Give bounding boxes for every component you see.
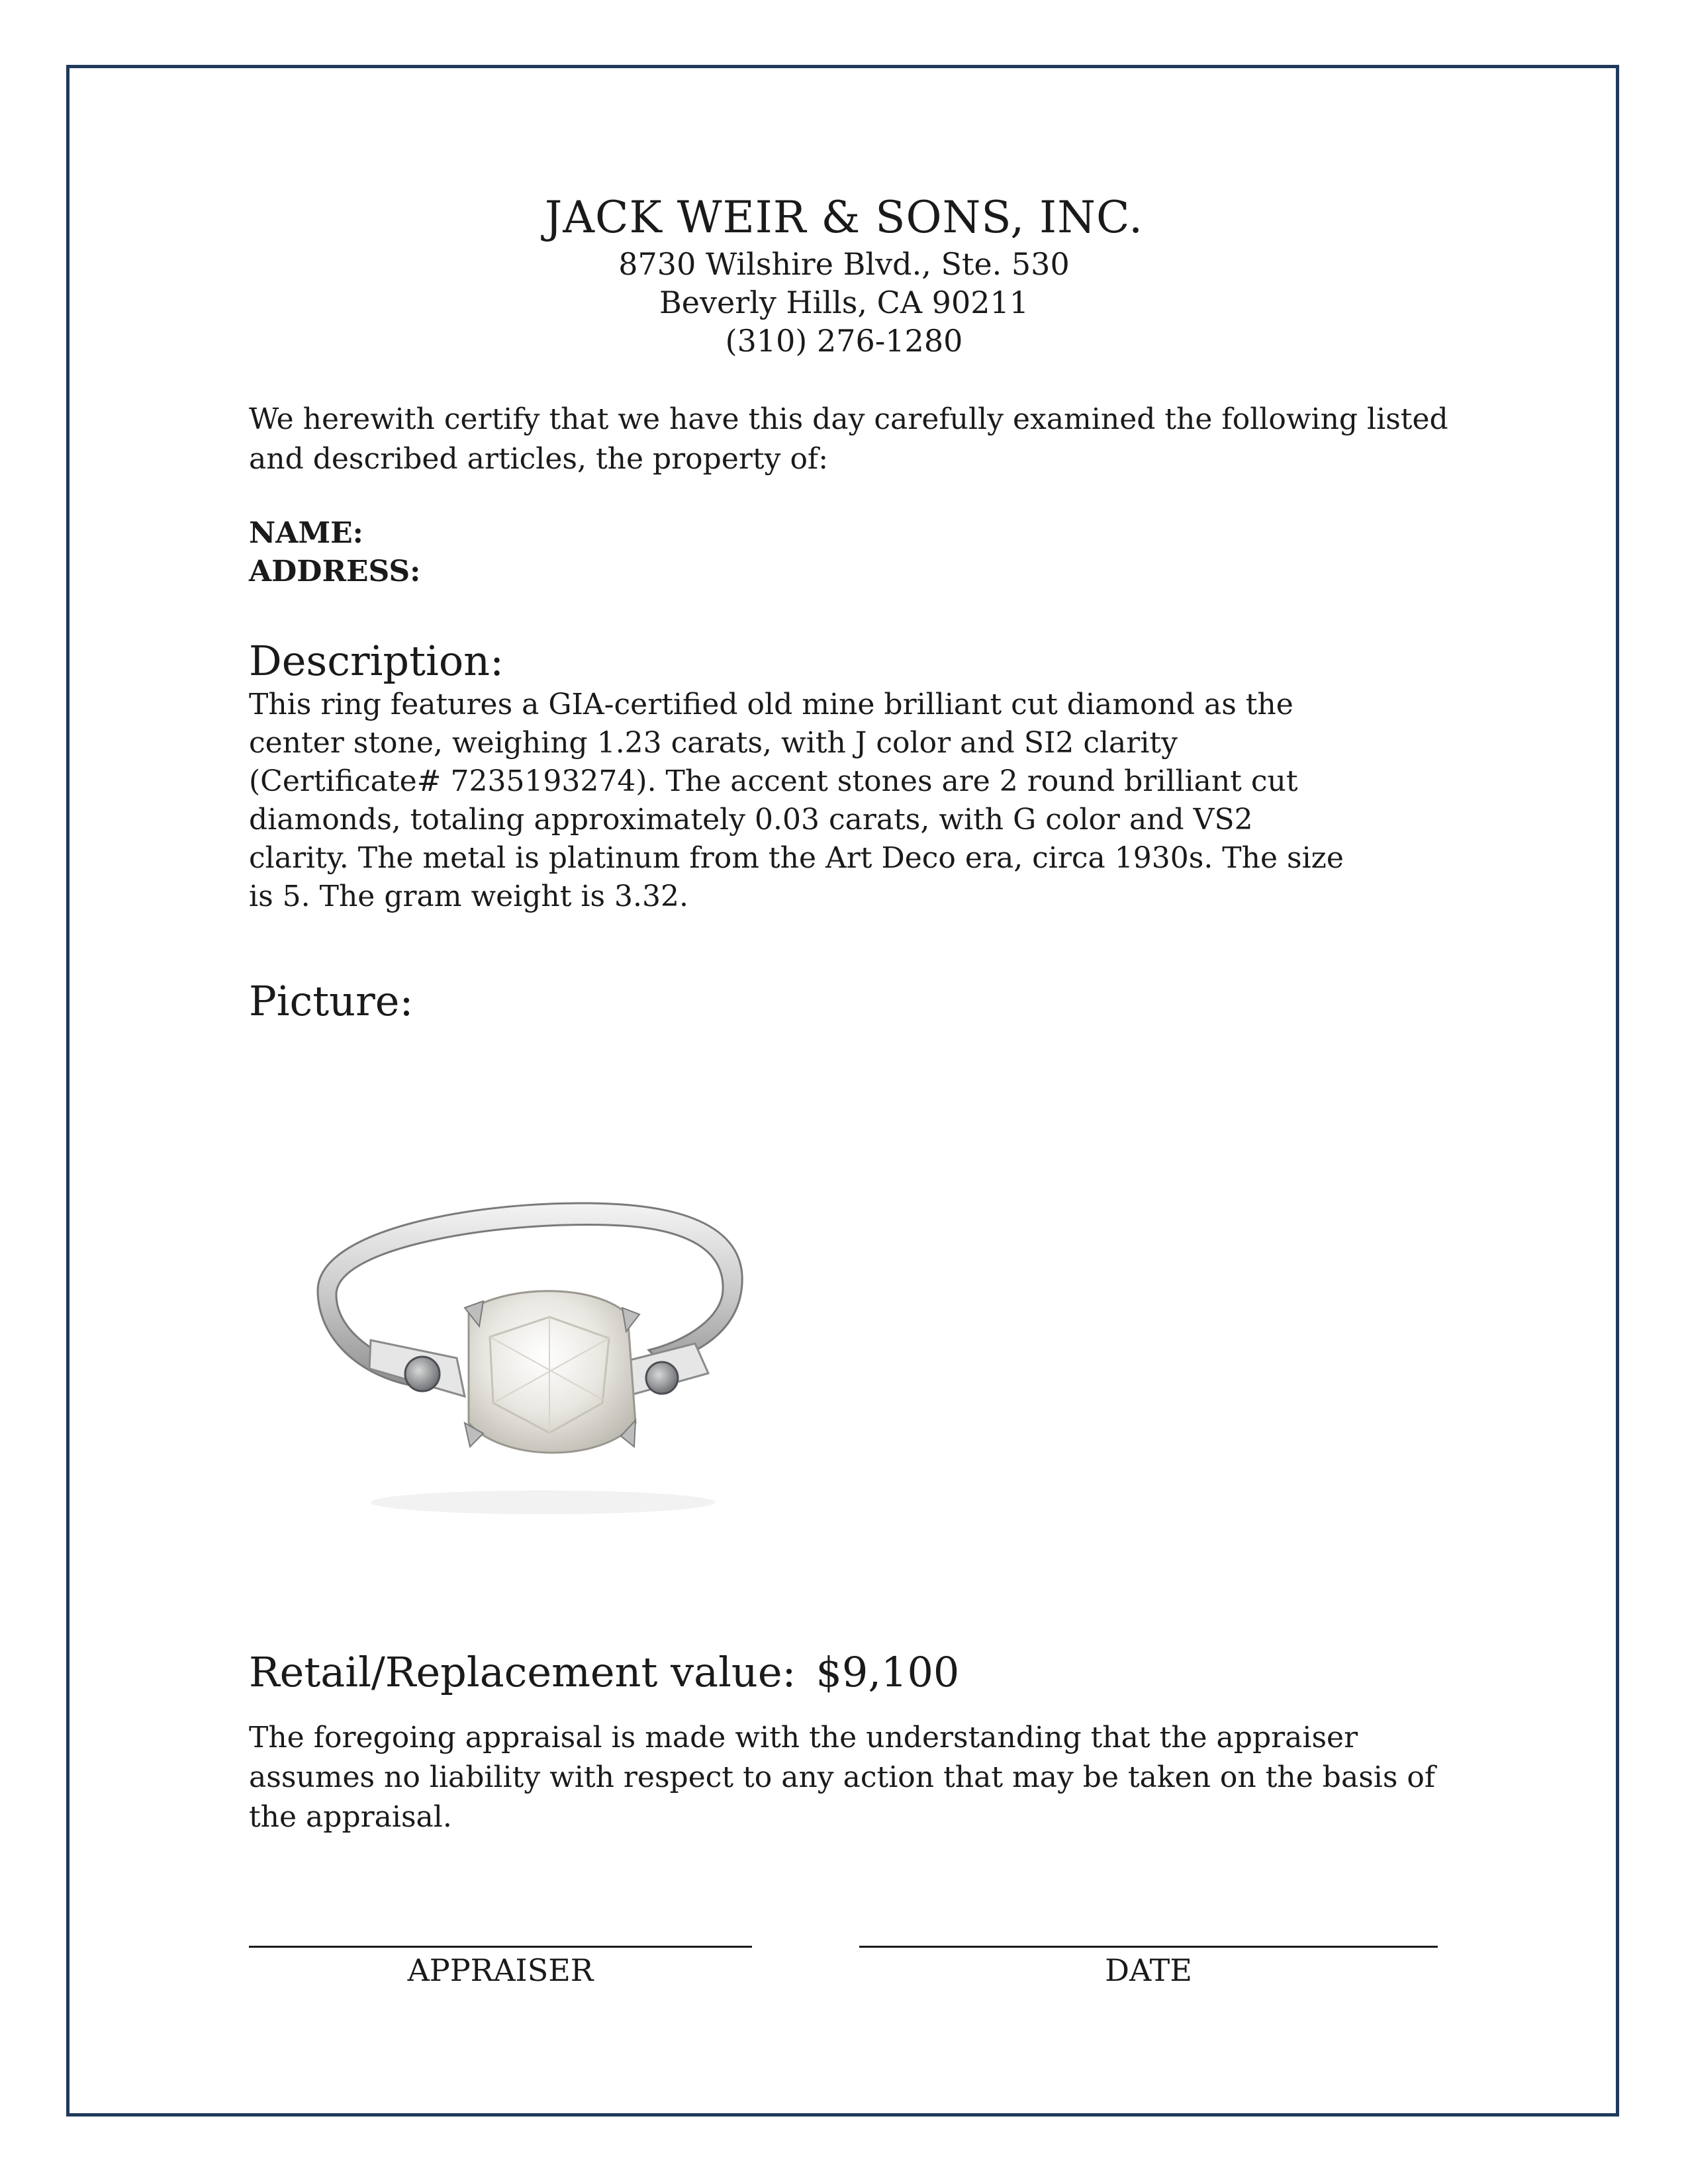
certification-intro: We herewith certify that we have this day carefully examined the following listed and described articles, the property of:	[249, 402, 1448, 476]
retail-value-label: Retail/Replacement value:	[249, 1648, 796, 1696]
retail-value-amount: $9,100	[816, 1648, 960, 1696]
company-name: JACK WEIR & SONS, INC.	[544, 192, 1144, 243]
company-address-line1: 8730 Wilshire Blvd., Ste. 530	[618, 246, 1070, 282]
appraiser-signature-line[interactable]	[249, 1946, 752, 1948]
ring-photo	[291, 1185, 794, 1529]
retail-value-row	[249, 1648, 959, 1696]
date-signature-line[interactable]	[859, 1946, 1438, 1948]
description-heading: Description:	[249, 637, 504, 685]
date-label: DATE	[1105, 1952, 1192, 1988]
liability-disclaimer: The foregoing appraisal is made with the understanding that the appraiser assumes no liability with respect to any action that may be taken on the basis of the appraisal.	[249, 1721, 1436, 1834]
description-text: This ring features a GIA-certified old mine brilliant cut diamond as the center stone, weighing 1.23 carats, with J color and SI2 clarity (Certificate# 7235193274). The accent stones are 2 round brilliant cut diamonds, totaling approximately 0.03 carats, with G color and VS2 clarity. The metal is platinum from the Art Deco era, circa 1930s. The size is 5. The gram weight is 3.32.	[249, 688, 1344, 913]
company-phone: (310) 276-1280	[725, 323, 963, 359]
picture-heading: Picture:	[249, 977, 414, 1025]
owner-name-label: NAME:	[249, 516, 363, 550]
owner-address-label: ADDRESS:	[249, 555, 421, 588]
company-address-line2: Beverly Hills, CA 90211	[659, 285, 1029, 320]
appraiser-label: APPRAISER	[407, 1952, 594, 1988]
